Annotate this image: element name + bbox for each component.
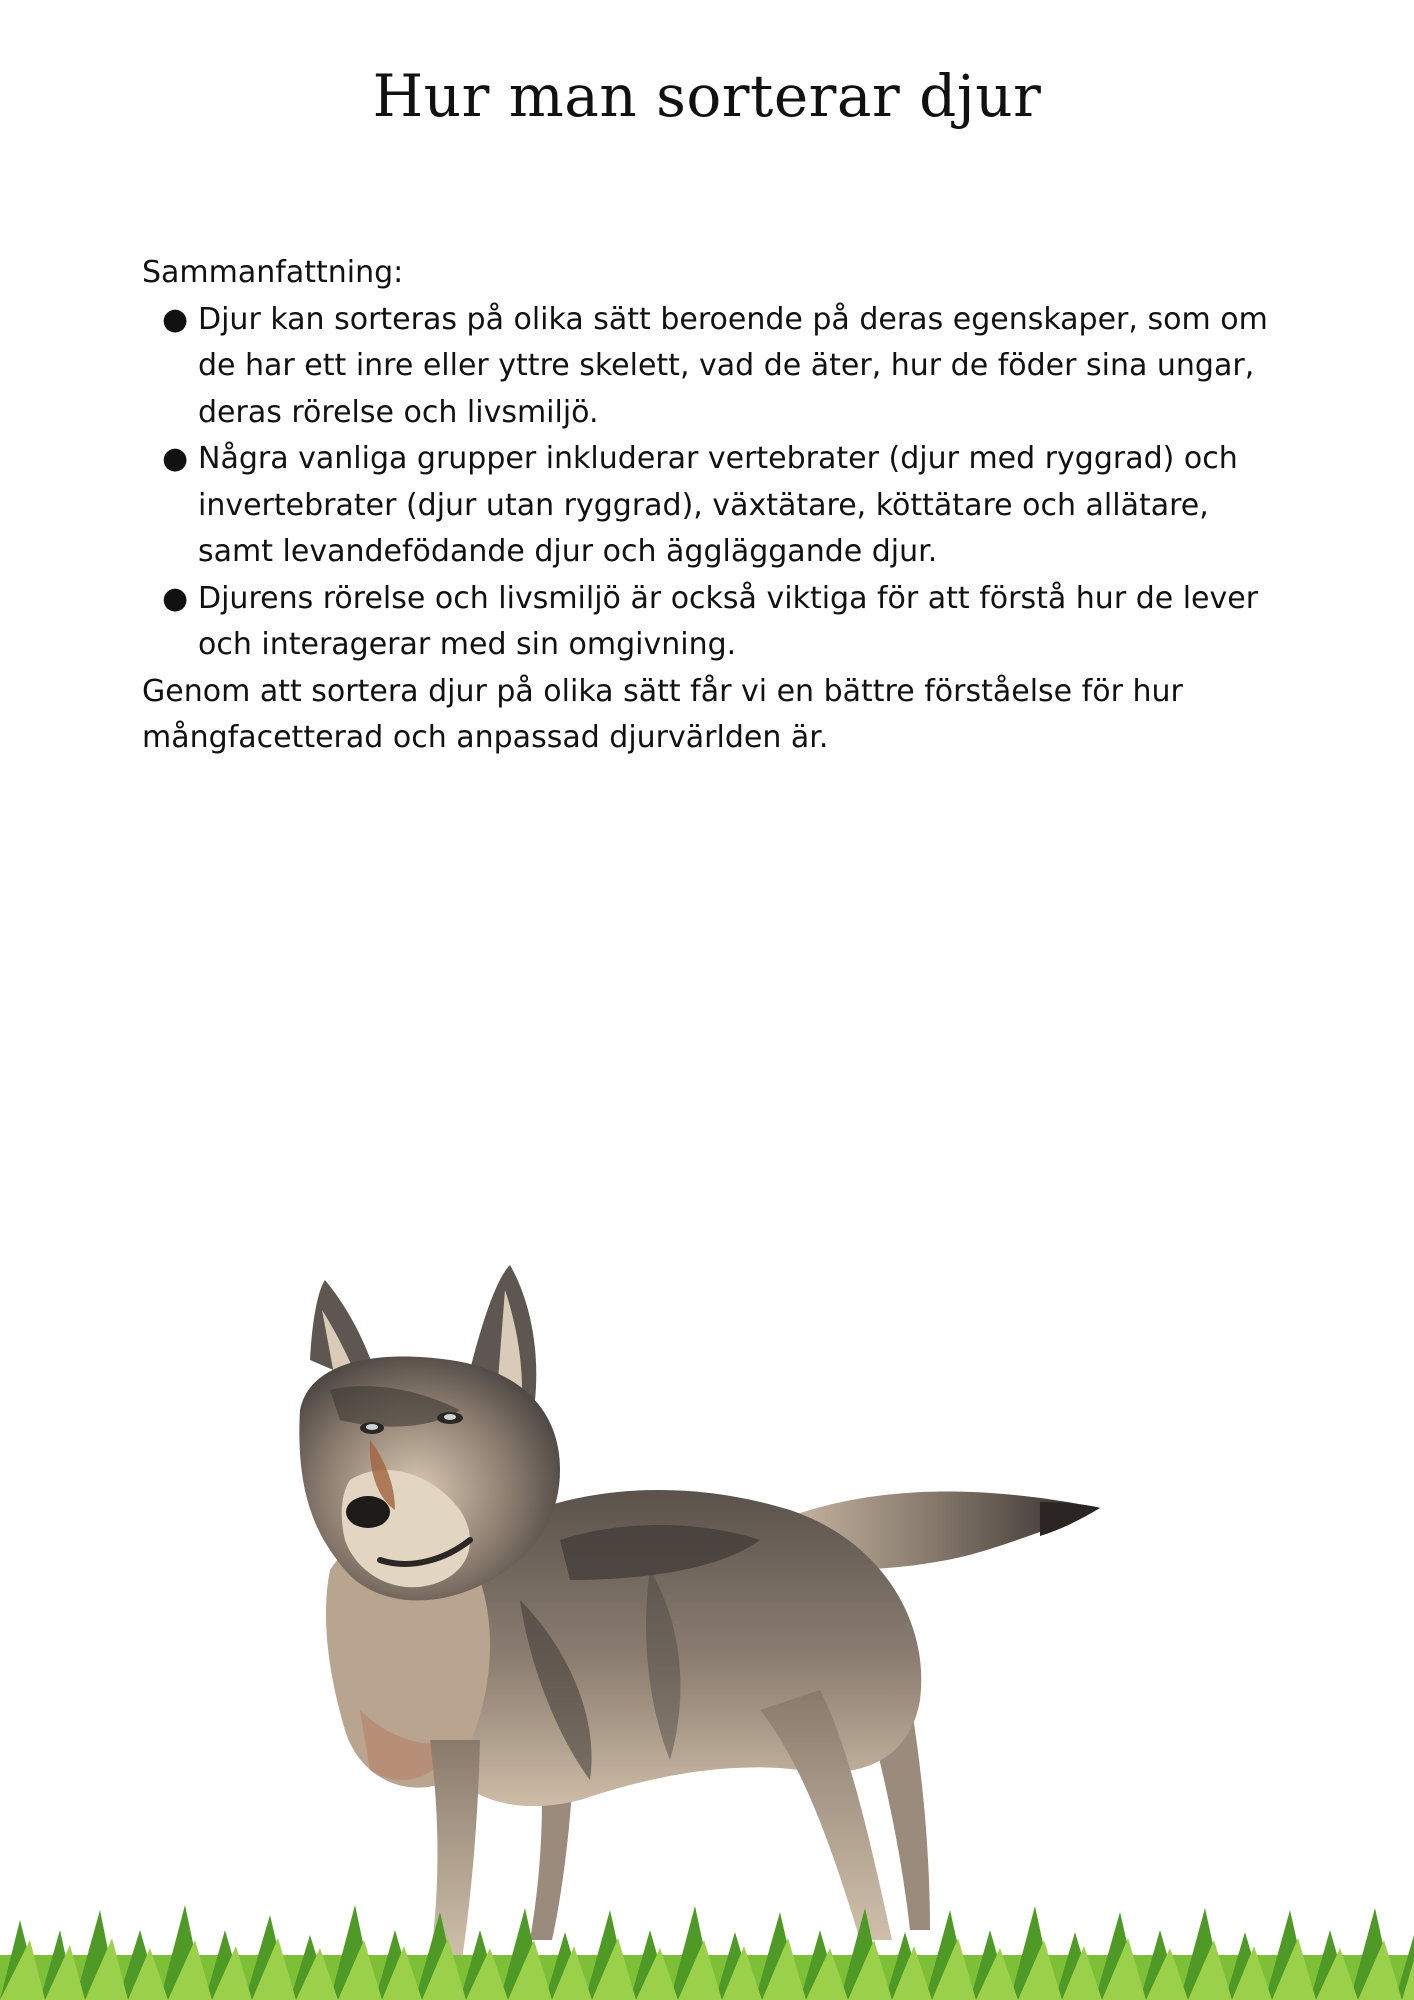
wolf-nose [346,1496,390,1528]
summary-section [142,250,1282,762]
bullet-icon: ● [162,580,189,616]
wolf-head [299,1265,560,1600]
page-title: Hur man sorterar djur [372,62,1042,130]
list-item [142,576,1282,669]
list-item-text: Några vanliga grupper inkluderar vertebrater (djur med ryggrad) och invertebrater (djur utan ryggrad), växtätare, köttätare och allätare, samt levandefödande djur och äggläggande djur. [198,441,1238,569]
wolf-figure [299,1265,1100,1960]
conclusion-text: Genom att sortera djur på olika sätt får vi en bättre förståelse för hur mångfacetterad och anpassad djurvärlden är. [142,673,1183,755]
wolf-illustration [0,1240,1414,2000]
bullet-icon: ● [162,301,189,337]
list-item-text: Djur kan sorteras på olika sätt beroende på deras egenskaper, som om de har ett inre eller yttre skelett, vad de äter, hur de föder sina ungar, deras rörelse och livsmiljö. [198,301,1268,430]
list-item-text: Djurens rörelse och livsmiljö är också viktiga för att förstå hur de lever och interagerar med sin omgivning. [198,580,1259,662]
list-item [142,436,1282,576]
grass-ground [0,1905,1414,2000]
summary-list [142,297,1282,669]
list-item [142,297,1282,437]
bullet-icon: ● [162,441,189,476]
summary-label: Sammanfattning: [142,255,404,290]
